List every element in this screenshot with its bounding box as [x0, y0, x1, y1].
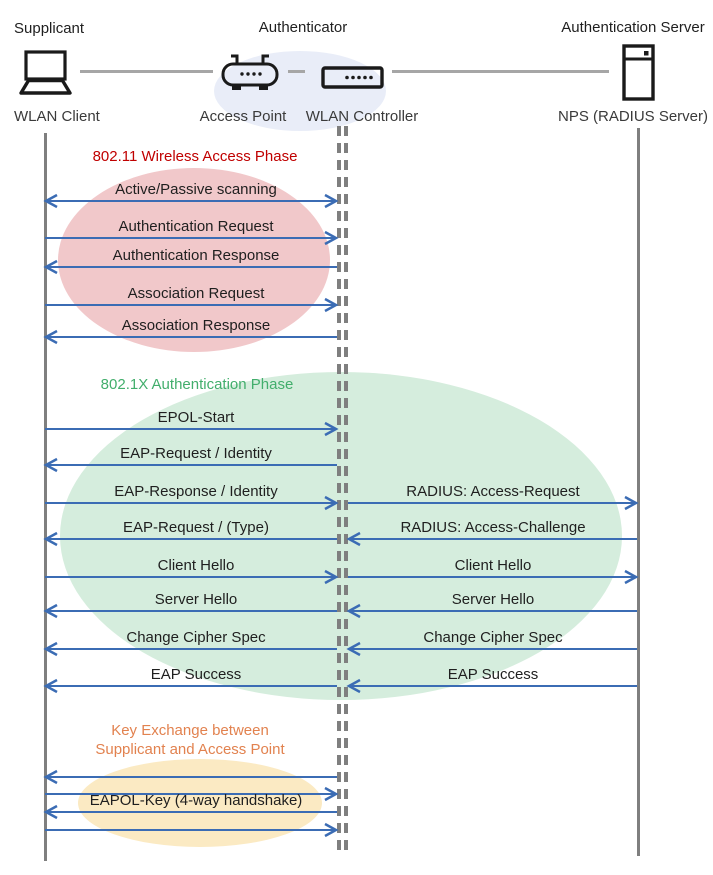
- message-label: Client Hello: [157, 557, 235, 574]
- wlan-client-label: WLAN Client: [14, 108, 100, 125]
- message-label: Authentication Request: [118, 218, 274, 235]
- wlan-controller-lifeline-outer: [337, 126, 341, 852]
- message-label: EAP-Request / Identity: [120, 445, 272, 462]
- authenticator-role-label: Authenticator: [258, 19, 348, 36]
- phase-title-8021x: 802.1X Authentication Phase: [100, 376, 294, 393]
- message-label: EAP Success: [150, 666, 242, 683]
- message-label: EAP-Response / Identity: [114, 483, 278, 500]
- message-label: RADIUS: Access-Request: [406, 483, 580, 500]
- access-point-label: Access Point: [199, 108, 287, 125]
- wlan-controller-icon: [321, 66, 384, 89]
- message-label: RADIUS: Access-Challenge: [400, 519, 586, 536]
- message-label: Authentication Response: [112, 247, 280, 264]
- phase-title-80211: 802.11 Wireless Access Phase: [92, 148, 298, 165]
- message-label: Client Hello: [454, 557, 532, 574]
- message-label: Server Hello: [451, 591, 535, 608]
- auth-server-role-label: Authentication Server: [561, 19, 705, 36]
- message-label: Server Hello: [154, 591, 238, 608]
- connector-ap-controller: [288, 70, 305, 73]
- phase-title-key-exchange-line1: Key Exchange between: [111, 722, 269, 739]
- message-arrow-left: [45, 768, 337, 786]
- message-label: Association Request: [127, 285, 265, 302]
- nps-lifeline: [637, 128, 640, 856]
- message-label: EAPOL-Key (4-way handshake): [89, 792, 303, 809]
- laptop-icon: [14, 50, 76, 97]
- message-label: EAP Success: [447, 666, 539, 683]
- message-label: EPOL-Start: [157, 409, 235, 426]
- message-label: Active/Passive scanning: [115, 181, 277, 198]
- access-point-icon: [221, 51, 279, 92]
- message-label: Change Cipher Spec: [423, 629, 563, 646]
- nps-label: NPS (RADIUS Server): [557, 108, 709, 125]
- connector-client-ap: [80, 70, 213, 73]
- wlan-controller-label: WLAN Controller: [305, 108, 419, 125]
- connector-controller-server: [392, 70, 609, 73]
- message-label: EAP-Request / (Type): [123, 519, 269, 536]
- supplicant-role-label: Supplicant: [14, 20, 85, 37]
- message-arrow-right: [45, 821, 337, 839]
- message-label: Association Response: [121, 317, 271, 334]
- message-label: Change Cipher Spec: [126, 629, 266, 646]
- server-icon: [622, 44, 655, 101]
- phase-title-key-exchange-line2: Supplicant and Access Point: [95, 741, 285, 758]
- wlan-controller-lifeline-inner: [344, 126, 348, 852]
